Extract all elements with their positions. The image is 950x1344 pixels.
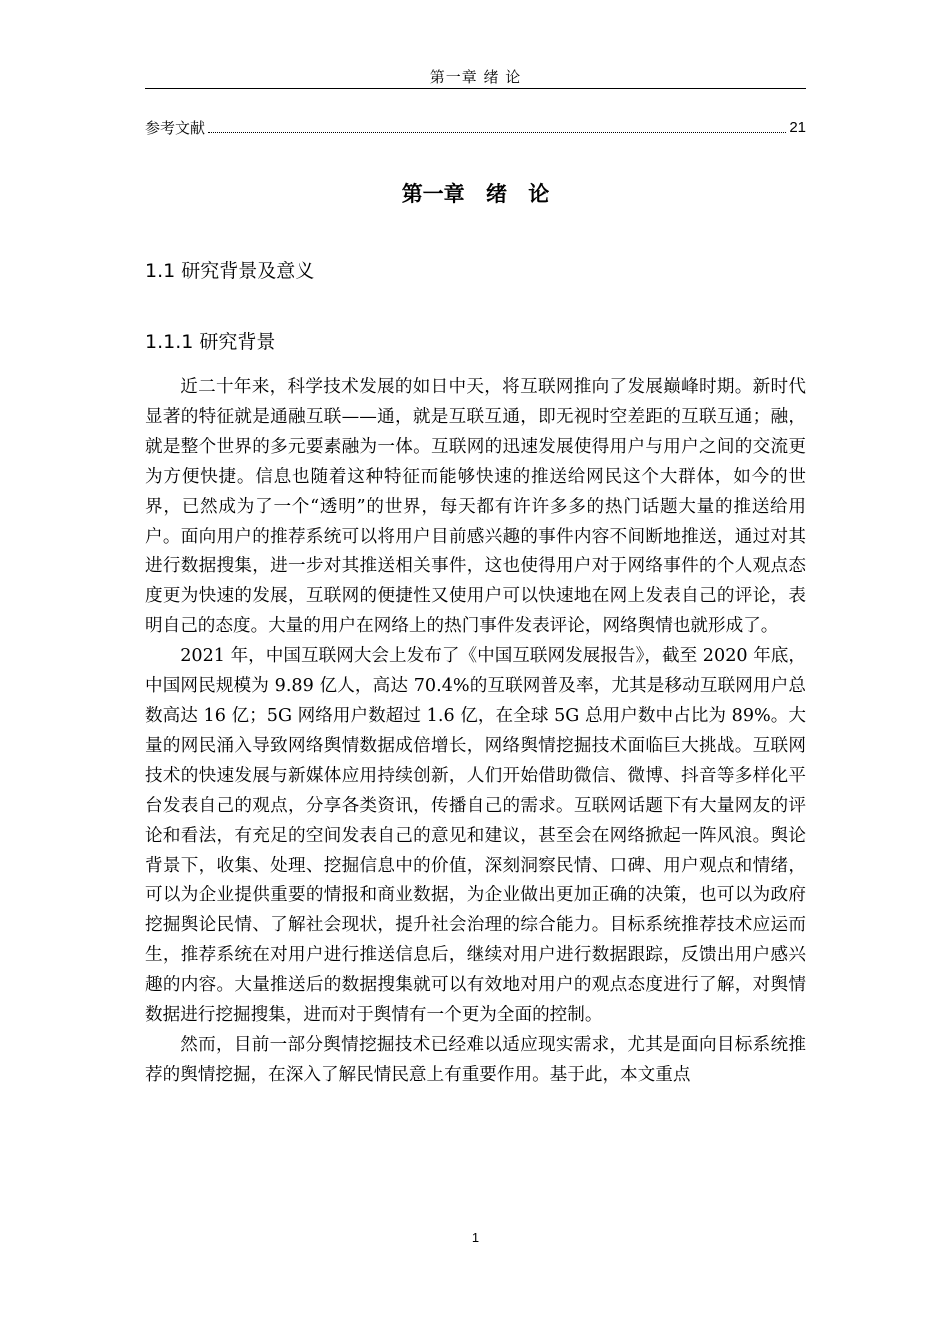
running-header (145, 66, 806, 89)
body-paragraph: 2021 年，中国互联网大会上发布了《中国互联网发展报告》，截至 2020 年底，中国网民规模为 9.89 亿人，高达 70.4%的互联网普及率，尤其是移动互联网用户总数高达 16 亿；5G 网络用户数超过 1.6 亿，在全球 5G 总用户数中占比为 89%。大量的网民涌入导致网络舆情数据成倍增长，网络舆情挖掘技术面临巨大挑战。互联网技术的快速发展与新媒体应用持续创新，人们开始借助微信、微博、抖音等多样化平台发表自己的观点，分享各类资讯，传播自己的需求。互联网话题下有大量网友的评论和看法，有充足的空间发表自己的意见和建议，甚至会在网络掀起一阵风浪。舆论背景下，收集、处理、挖掘信息中的价值，深刻洞察民情、口碑、用户观点和情绪，可以为企业提供重要的情报和商业数据，为企业做出更加正确的决策，也可以为政府挖掘舆论民情、了解社会现状，提升社会治理的综合能力。目标系统推荐技术应运而生，推荐系统在对用户进行推送信息后，继续对用户进行数据跟踪，反馈出用户感兴趣的内容。大量推送后的数据搜集就可以有效地对用户的观点态度进行了解，对舆情数据进行挖掘搜集，进而对于舆情有一个更为全面的控制。 (145, 646, 806, 1026)
body-text (145, 373, 806, 1091)
running-header-title: 第一章 绪 论 (429, 68, 522, 86)
toc-entry-label: 参考文献 (145, 119, 206, 137)
toc-entry-page: 21 (789, 119, 806, 136)
section-heading: 1.1 研究背景及意义 (145, 260, 315, 282)
body-paragraph: 近二十年来，科学技术发展的如日中天，将互联网推向了发展巅峰时期。新时代显著的特征就是通融互联——通，就是互联互通，即无视时空差距的互联互通；融，就是整个世界的多元要素融为一体。互联网的迅速发展使得用户与用户之间的交流更为方便快捷。信息也随着这种特征而能够快速的推送给网民这个大群体，如今的世界，已然成为了一个“透明”的世界，每天都有许许多多的热门话题大量的推送给用户。面向用户的推荐系统可以将用户目前感兴趣的事件内容不间断地推送，通过对其进行数据搜集，进一步对其推送相关事件，这也使得用户对于网络事件的个人观点态度更为快速的发展，互联网的便捷性又使用户可以快速地在网上发表自己的评论，表明自己的态度。大量的用户在网络上的热门事件发表评论，网络舆情也就形成了。 (145, 377, 806, 637)
toc-entry[interactable] (145, 117, 806, 139)
body-paragraph: 然而，目前一部分舆情挖掘技术已经难以适应现实需求，尤其是面向目标系统推荐的舆情挖掘，在深入了解民情民意上有重要作用。基于此，本文重点 (145, 1034, 806, 1085)
subsection-heading: 1.1.1 研究背景 (145, 331, 276, 353)
page-number: 1 (471, 1230, 480, 1245)
chapter-title: 第一章 绪 论 (401, 182, 550, 206)
toc-dot-leader (208, 132, 786, 133)
